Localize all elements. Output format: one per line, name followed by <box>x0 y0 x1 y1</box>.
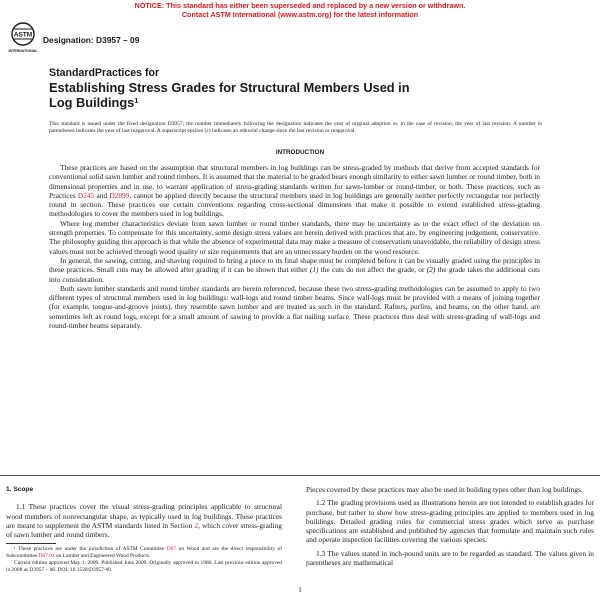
left-column <box>6 485 282 574</box>
standard-note: This standard is issued under the fixed designation D3957; the number immediately following the designation indicates the year of original adoption or, in the case of revision, the year of last revision. A number in parentheses indicates the year of last reapproval. A superscript epsilon (ε) indicates an editorial change since the last revision or reapproval. <box>49 121 542 134</box>
introduction-body <box>49 163 540 330</box>
title-footnote-mark: 1 <box>134 98 139 105</box>
section-divider <box>0 475 600 476</box>
link-d07[interactable]: D07 <box>166 546 177 553</box>
scope-heading: 1. Scope <box>6 486 34 493</box>
footnote-rule <box>6 543 56 544</box>
footnote-1-text-c: on Lumber and Engineered Wood Products. <box>54 553 151 560</box>
scope-1-3: 1.3 The values stated in inch-pound units are to be regarded as standard. The values given in parentheses are mathematical <box>306 548 594 568</box>
scope-1-1-continued: Pieces covered by these practices may also be used in building types other than log buildings. <box>306 485 583 494</box>
footnote-1-text-b: on Wood and are the direct responsibility of Subcommittee <box>6 546 283 560</box>
scope-1-2: 1.2 The grading provisions used as illustrations herein are not intended to establish grades for purchase, but rather to show how stress-grading principles are applied to members used in log buildings. Detailed grading rules for commercial stress grades which serve as purchase specifications are established and published by agencies that formulate and maintain such rules and operate inspection facilities covering the various species. <box>306 498 594 545</box>
intro-paragraph-4: Both sawn lumber standards and round timber standards are herein referenced, because these two stress-grading methodologies can be assumed to apply to two different types of structural members used in log buildings: wall-logs and round timber beams. Since wall-logs must be provided with a means of joining together (for example, tongue-and-groove joints), they resemble sawn lumber and are treated as such in the standard. Rafters, purlins, and beams, on the other hand, are sometimes left as round logs, except for a small amount of sawing to provide a flat nailing surface. These practices thus deal with stress-grading of wall-logs and round-timber beams separately. <box>49 283 540 331</box>
logo-text: ASTM <box>13 31 33 39</box>
scope-1-1-text-a: 1.1 These practices cover the visual stress-grading principles applicable to structural wood members of nonrectangular shape, as typically used in log buildings. These practices are meant to supplement the ASTM standards listed in Section <box>6 502 282 530</box>
title-line-3-text: Log Buildings <box>49 95 135 110</box>
link-d2899[interactable]: D2899 <box>109 190 130 200</box>
intro-paragraph-3 <box>49 256 540 284</box>
page-number: 1 <box>298 585 302 594</box>
designation: Designation: D3957 – 09 <box>43 35 140 45</box>
title-line-2: Establishing Stress Grades for Structural Members Used in <box>49 80 410 95</box>
intro-paragraph-1 <box>49 163 540 219</box>
right-column <box>306 485 594 571</box>
intro-p3-text-b: the cuts do not affect the grade, or <box>318 265 427 275</box>
link-section-2[interactable]: 2 <box>194 520 199 530</box>
withdrawal-notice <box>0 1 600 19</box>
link-d245[interactable]: D245 <box>77 190 95 200</box>
intro-p1-text-b: and <box>94 190 110 200</box>
notice-line-2: Contact ASTM International (www.astm.org) for the latest information <box>181 10 419 19</box>
title-line-1: StandardPractices for <box>49 67 160 79</box>
intro-p1-text-a: These practices are based on the assumption that structural members in log buildings can be stress-graded by methods that derive from accepted standards for conventional solid sawn lumber and round timbers. It is assumed that the material to be graded bears enough similarity to either sawn lumber or round timber, both in dimensional properties and in use, to warrant application of stress-grading standards written for sawn-lumber or round-timber, or both. These practices, such as Practices <box>49 163 540 200</box>
notice-line-1: NOTICE: This standard has either been superseded and replaced by a new version or withdrawn. <box>134 1 466 10</box>
footnote-1 <box>6 546 282 560</box>
intro-p3-text-c: the grade takes the additional cuts into consideration. <box>49 265 541 284</box>
footnote-1-text-a: ¹ These practices are under the jurisdiction of ASTM Committee <box>14 546 167 553</box>
title-line-3 <box>49 95 449 110</box>
intro-p3-text-a: In general, the sawing, cutting, and shaving required to bring a piece to its final shape must be completed before it can be visually graded using the principles in these practices. Small cuts may be allowed after grading if it can be shown that either <box>49 255 540 275</box>
document-title <box>49 67 449 110</box>
scope-1-1 <box>6 502 282 539</box>
intro-p3-item-2: (2) <box>426 265 436 275</box>
intro-p3-item-1: (1) <box>309 265 319 275</box>
intro-p1-text-c: , cannot be applied directly because the structural members used in log buildings are generally neither perfectly rectangular nor perfectly round in section. These practices use certain conventions regarding cross-sectional dimensions that make it possible to extend established stress-grading methodologies to cover the members used in log buildings. <box>49 190 540 219</box>
astm-logo <box>8 20 38 60</box>
footnote-edition: Current edition approved May 1, 2009. Published June 2009. Originally approved in 1980. Last previous edition approved in 2008 as D3957 – 08. DOI: 10.1520/D3957-09. <box>6 560 282 573</box>
link-d07-02[interactable]: D07.02 <box>38 553 55 560</box>
intro-paragraph-2: Where log member characteristics deviate from sawn lumber or round timber standards, there may be uncertainty as to the exact effect of the deviation on strength properties. To compensate for this uncertainty, some design stress values are herein derived with practices that are, by engineering judgement, conservative. The philosophy guiding this approach is that while the absence of experimental data may make a measure of conservatism unavoidable, the reliability of design stress values must not be achieved through wood quality or size requirements that are an unnecessary burden on the wood resource. <box>49 218 540 256</box>
scope-1-1-text-b: , which cover stress-grading of sawn lumber and round timbers. <box>6 520 283 540</box>
logo-subtext: INTERNATIONAL <box>8 49 38 53</box>
introduction-heading: INTRODUCTION <box>275 149 325 156</box>
